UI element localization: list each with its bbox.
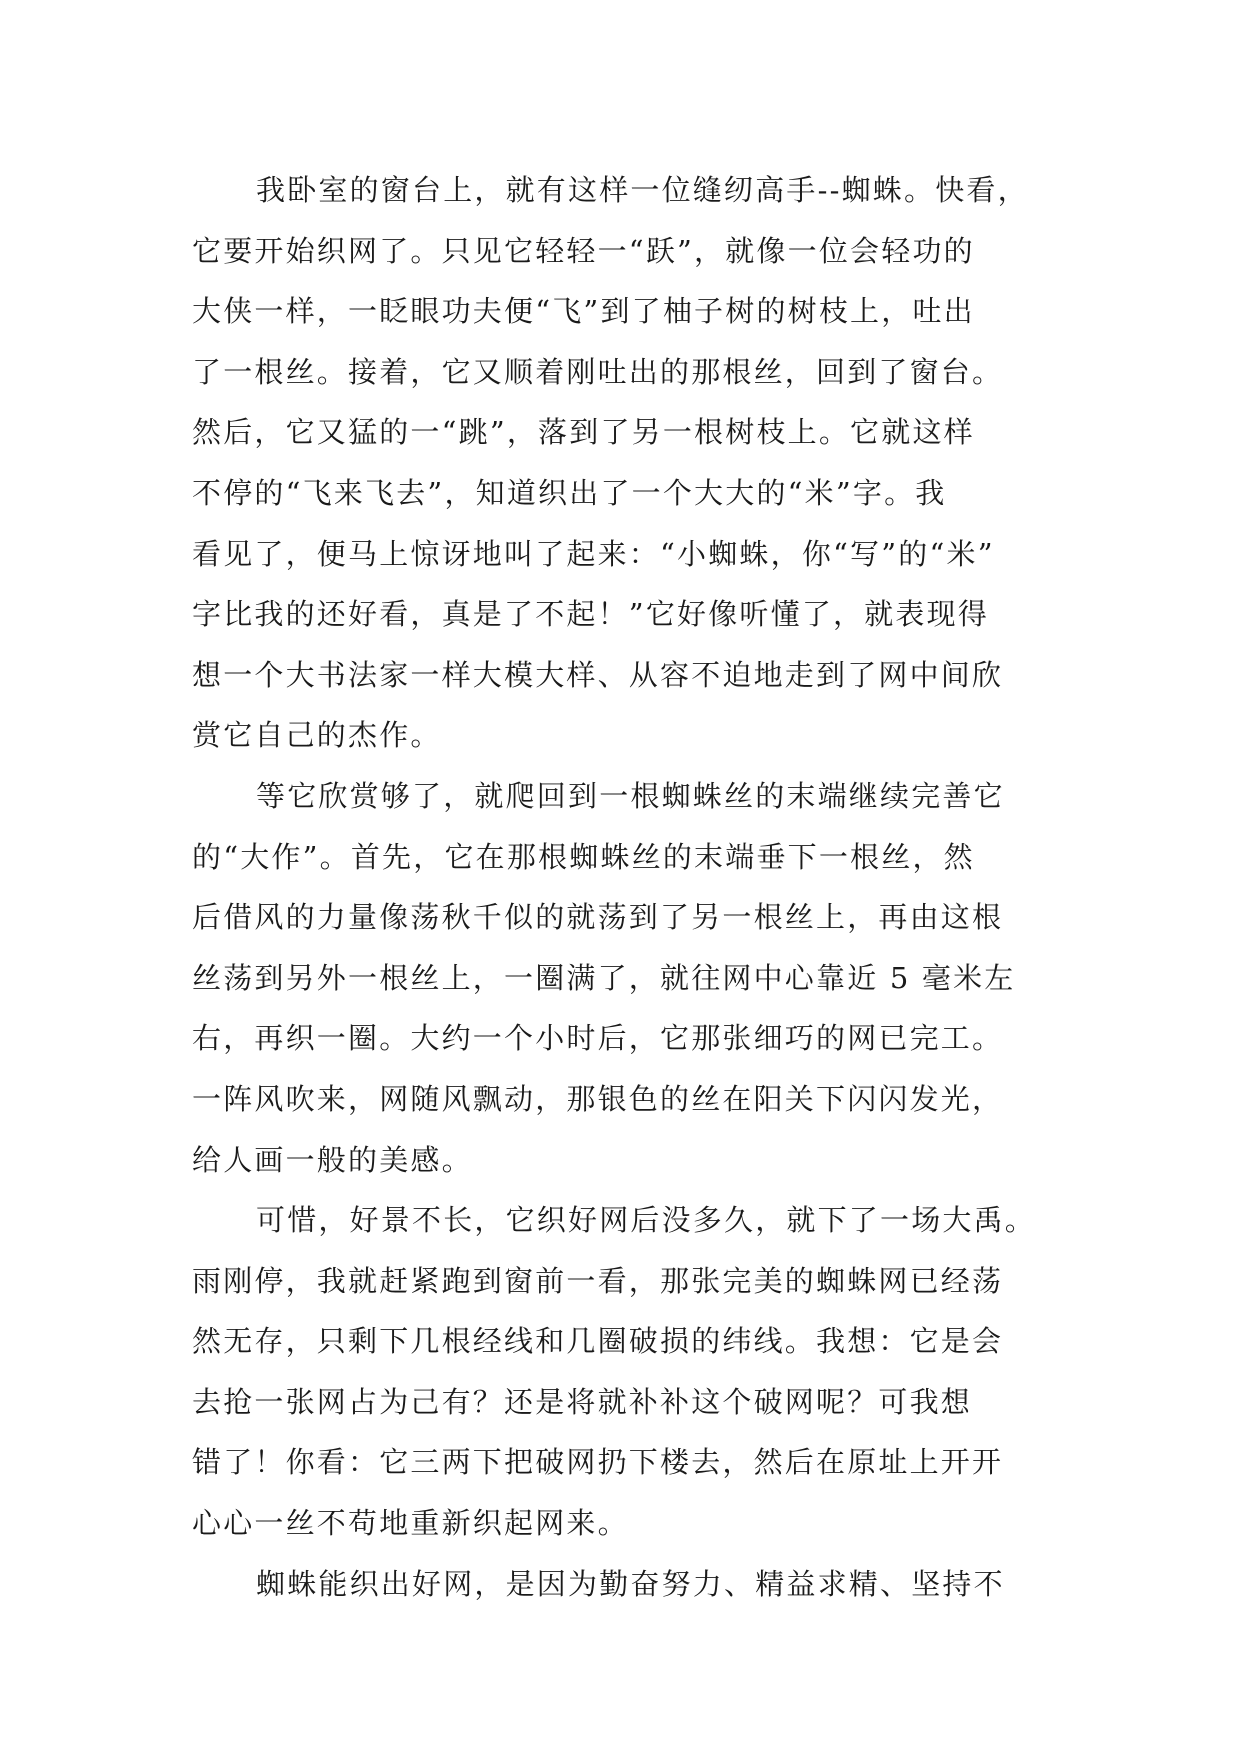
text-line: 给人画一般的美感。 bbox=[192, 1142, 473, 1177]
text-line: 大侠一样，一眨眼功夫便“飞”到了柚子树的树枝上，吐出 bbox=[192, 294, 975, 329]
text-line: 赏它自己的杰作。 bbox=[192, 718, 442, 753]
paragraph-first-line: 等它欣赏够了，就爬回到一根蜘蛛丝的末端继续完善它 bbox=[256, 778, 1005, 813]
text-line: 它要开始织网了。只见它轻轻一“跃”，就像一位会轻功的 bbox=[192, 233, 975, 268]
text-line: 后借风的力量像荡秋千似的就荡到了另一根丝上，再由这根 bbox=[192, 900, 1004, 935]
text-line: 雨刚停，我就赶紧跑到窗前一看，那张完美的蜘蛛网已经荡 bbox=[192, 1263, 1004, 1298]
text-line: 错了！你看：它三两下把破网扔下楼去，然后在原址上开开 bbox=[192, 1445, 1004, 1480]
text-line: 然后，它又猛的一“跳”，落到了另一根树枝上。它就这样 bbox=[192, 415, 975, 450]
text-line: 去抢一张网占为己有？还是将就补补这个破网呢？可我想 bbox=[192, 1384, 973, 1419]
paragraph-first-line: 可惜，好景不长，它织好网后没多久，就下了一场大禹。 bbox=[256, 1203, 1037, 1238]
paragraph-first-line: 蜘蛛能织出好网，是因为勤奋努力、精益求精、坚持不 bbox=[256, 1566, 1005, 1601]
paragraph-first-line: 我卧室的窗台上，就有这样一位缝纫高手--蜘蛛。快看， bbox=[256, 173, 1029, 207]
text-line: 心心一丝不苟地重新织起网来。 bbox=[192, 1506, 629, 1541]
text-line: 右，再织一圈。大约一个小时后，它那张细巧的网已完工。 bbox=[192, 1021, 1004, 1056]
text-line: 然无存，只剩下几根经线和几圈破损的纬线。我想：它是会 bbox=[192, 1324, 1004, 1359]
text-line: 看见了，便马上惊讶地叫了起来：“小蜘蛛，你“写”的“米” bbox=[192, 536, 995, 571]
text-line: 一阵风吹来，网随风飘动，那银色的丝在阳关下闪闪发光， bbox=[192, 1081, 1004, 1116]
essay-body bbox=[192, 160, 1052, 1614]
text-line: 了一根丝。接着，它又顺着刚吐出的那根丝，回到了窗台。 bbox=[192, 354, 1004, 389]
text-line: 不停的“飞来飞去”，知道织出了一个大大的“米”字。我 bbox=[192, 475, 947, 510]
text-line: 字比我的还好看，真是了不起！”它好像听懂了，就表现得 bbox=[192, 597, 990, 632]
text-line: 想一个大书法家一样大模大样、从容不迫地走到了网中间欣 bbox=[192, 657, 1004, 692]
text-line: 丝荡到另外一根丝上，一圈满了，就往网中心靠近 5 毫米左 bbox=[192, 960, 1016, 995]
text-line: 的“大作”。首先，它在那根蜘蛛丝的末端垂下一根丝，然 bbox=[192, 839, 975, 874]
